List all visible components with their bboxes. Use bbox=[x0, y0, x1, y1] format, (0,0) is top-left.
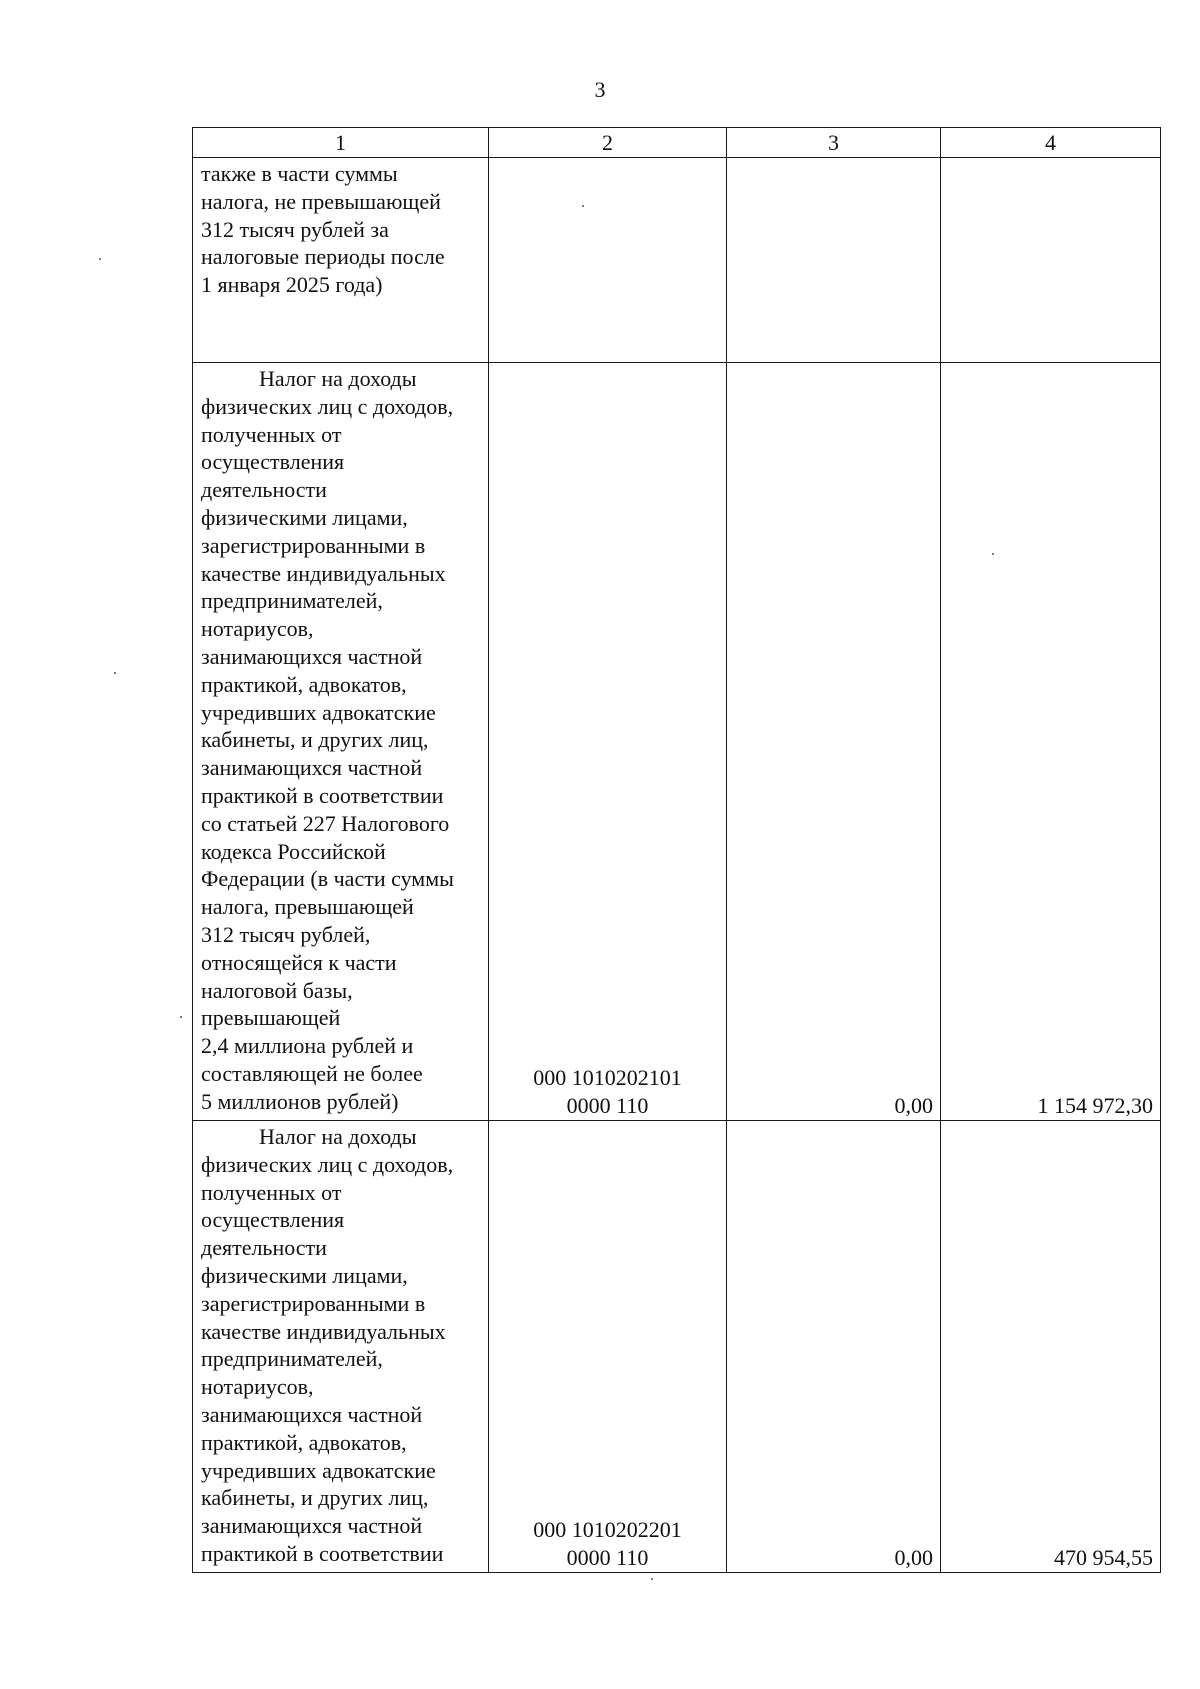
scan-speck bbox=[992, 553, 994, 555]
amount-cell: 1 154 972,30 bbox=[941, 363, 1161, 1121]
name-line: осуществления bbox=[201, 1207, 345, 1233]
name-line: нотариусов, bbox=[201, 1374, 314, 1400]
scan-speck bbox=[114, 672, 116, 674]
column-header: 2 bbox=[489, 128, 727, 158]
name-line: учредивших адвокатские bbox=[201, 1457, 436, 1483]
name-line: практикой, адвокатов, bbox=[201, 671, 407, 697]
amount-cell: 470 954,55 bbox=[941, 1121, 1161, 1573]
scan-speck bbox=[99, 258, 101, 260]
code-cell bbox=[489, 363, 727, 1121]
code-line: 0000 110 bbox=[566, 1545, 649, 1571]
name-line: Налог на доходы bbox=[259, 366, 417, 391]
page-number: 3 bbox=[594, 77, 606, 102]
name-line: физических лиц с доходов, bbox=[201, 1151, 454, 1177]
name-line: занимающихся частной bbox=[201, 1513, 423, 1539]
name-line: относящейся к части bbox=[201, 949, 397, 975]
amount-cell: 0,00 bbox=[727, 1121, 941, 1573]
name-line: предпринимателей, bbox=[201, 1346, 383, 1372]
table-row bbox=[193, 1121, 1161, 1573]
income-name-cell bbox=[193, 158, 489, 363]
code-line: 000 1010202101 bbox=[533, 1065, 682, 1091]
code-cell bbox=[489, 1121, 727, 1573]
table-header-row bbox=[193, 128, 1161, 158]
name-line: также в части суммы bbox=[201, 161, 398, 186]
scan-speck bbox=[651, 1578, 653, 1580]
column-header: 1 bbox=[193, 128, 489, 158]
name-line: практикой, адвокатов, bbox=[201, 1429, 407, 1455]
name-line: деятельности bbox=[201, 1235, 327, 1261]
budget-table bbox=[192, 127, 1161, 1573]
code-line: 0000 110 bbox=[566, 1093, 649, 1119]
name-line: Налог на доходы bbox=[259, 1124, 417, 1149]
name-line: кабинеты, и других лиц, bbox=[201, 727, 429, 753]
column-header: 4 bbox=[941, 128, 1161, 158]
name-line: занимающихся частной bbox=[201, 643, 423, 669]
income-name-cell bbox=[193, 363, 489, 1121]
table-row bbox=[193, 158, 1161, 363]
name-line: налоговой базы, bbox=[201, 977, 353, 1003]
name-line: налоговые периоды после bbox=[201, 244, 445, 270]
income-name-cell bbox=[193, 1121, 489, 1573]
name-line: 312 тысяч рублей, bbox=[201, 921, 371, 947]
name-line: налога, превышающей bbox=[201, 894, 414, 920]
name-line: осуществления bbox=[201, 449, 345, 475]
name-line: физическими лицами, bbox=[201, 1262, 408, 1288]
name-line: занимающихся частной bbox=[201, 755, 423, 781]
name-line: составляющей не более bbox=[201, 1060, 423, 1086]
name-line: со статьей 227 Налогового bbox=[201, 810, 450, 836]
name-line: занимающихся частной bbox=[201, 1401, 423, 1427]
name-line: 312 тысяч рублей за bbox=[201, 216, 389, 242]
scan-speck bbox=[180, 1016, 182, 1018]
name-line: физических лиц с доходов, bbox=[201, 393, 454, 419]
name-line: учредивших адвокатские bbox=[201, 699, 436, 725]
name-line: предпринимателей, bbox=[201, 588, 383, 614]
name-line: 2,4 миллиона рублей и bbox=[201, 1033, 414, 1059]
amount-cell bbox=[727, 158, 941, 363]
name-line: кабинеты, и других лиц, bbox=[201, 1485, 429, 1511]
name-line: превышающей bbox=[201, 1005, 341, 1031]
amount-cell bbox=[941, 158, 1161, 363]
name-line: 5 миллионов рублей) bbox=[201, 1088, 399, 1114]
name-line: полученных от bbox=[201, 421, 342, 447]
scan-speck bbox=[582, 205, 584, 207]
name-line: налога, не превышающей bbox=[201, 188, 441, 214]
code-cell bbox=[489, 158, 727, 363]
code-line: 000 1010202201 bbox=[533, 1517, 682, 1543]
table-row bbox=[193, 363, 1161, 1121]
name-line: практикой в соответствии bbox=[201, 782, 444, 808]
name-line: кодекса Российской bbox=[201, 838, 386, 864]
name-line: физическими лицами, bbox=[201, 504, 408, 530]
name-line: нотариусов, bbox=[201, 616, 314, 642]
name-line: деятельности bbox=[201, 477, 327, 503]
amount-cell: 0,00 bbox=[727, 363, 941, 1121]
name-line: качестве индивидуальных bbox=[201, 560, 446, 586]
name-line: качестве индивидуальных bbox=[201, 1318, 446, 1344]
name-line: зарегистрированными в bbox=[201, 532, 426, 558]
column-header: 3 bbox=[727, 128, 941, 158]
name-line: полученных от bbox=[201, 1179, 342, 1205]
name-line: Федерации (в части суммы bbox=[201, 866, 454, 892]
name-line: 1 января 2025 года) bbox=[201, 272, 383, 298]
name-line: практикой в соответствии bbox=[201, 1540, 444, 1566]
name-line: зарегистрированными в bbox=[201, 1290, 426, 1316]
